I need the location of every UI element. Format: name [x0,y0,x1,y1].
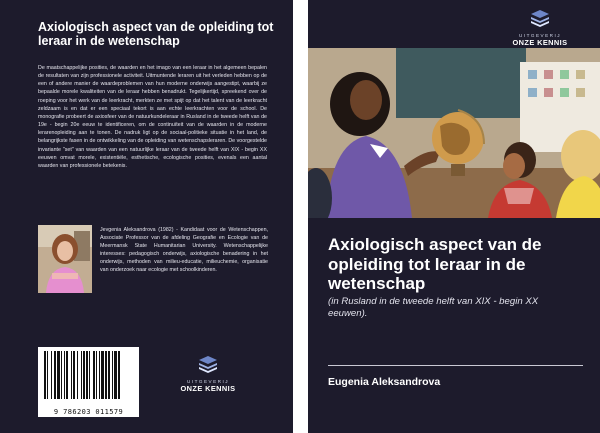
publisher-top-line: UITGEVERIJ [518,33,562,38]
front-cover-author: Eugenia Aleksandrova [328,376,441,388]
book-stack-icon [195,354,221,374]
front-cover-title: Axiologisch aspect van de opleiding tot leraar in de wetenschap [328,235,542,294]
author-bio: Jevgenia Aleksandrova (1982) - Kandidaat voor de Wetenschappen, Associate Professor van de afdeling Geografie en Ecologie van de Meermansk State Humanitarian University. Wetenschappelijke interesses: pedagogisch onderwijs, axiologische benadering in het onderwijs, methoden van milieu-educatie, milieuchemie, organisatie van onderzoek naar ecologie met schoolkinderen. [100,227,268,274]
title-divider [328,365,583,366]
publisher-logo-front [500,8,580,47]
front-cover-subtitle: (in Rusland in de tweede helft van XIX - begin XX eeuwen). [328,296,539,319]
cover-photo-classroom [308,48,600,218]
isbn-barcode [38,347,139,417]
author-photo [38,225,92,293]
publisher-name: ONZE KENNIS [512,38,568,47]
publisher-top-line: UITGEVERIJ [186,379,230,384]
publisher-logo-back [168,354,248,393]
publisher-name: ONZE KENNIS [180,384,236,393]
book-stack-icon [527,8,553,28]
barcode-number: 9 786203 011579 [53,408,124,416]
back-cover-title: Axiologisch aspect van de opleiding tot leraar in de wetenschap [38,20,274,48]
back-cover-description: De maatschappelijke posities, de waarden en het imago van een leraar in het algemeen bepalen de resultaten van zijn professionele activiteit. Uitmuntende leraren uit het verleden hebben op de een of andere manier de waardeproblemen van hun moderne onderwijs aangestipt, waarbij ze bepaalde morele kwaliteiten van de leraar hebben benadrukt. Tegelijkertijd, spreekend over de roeping voor het werk van de leerkracht, merkten ze met spijt op dat het talent van de leerkracht zeldzaam is en dat er een speciaal tekort is aan echte leerkrachten voor de school. De monografie probeert de axiosfeer van de natuurkundeleraar in Rusland in de tweede helft van de 19e - begin 20e eeuw te identificeren, om de continuïteit van de waarden in de moderne lerarenopleiding aan te tonen. De nadruk ligt op de sociaal-politieke situatie in het land, de belangrijkste fasen in de ontwikkeling van de opleiding van wetenschapsleraren. De voorgestelde invariante "set" van waarden van een natuurlijke leraar van de tweede helft van XIX - begin XX eeuwen omvat morele, existentiële, esthetische, ecologische posities, evenals een aantal waarden van professionele betekenis. [38,65,267,169]
